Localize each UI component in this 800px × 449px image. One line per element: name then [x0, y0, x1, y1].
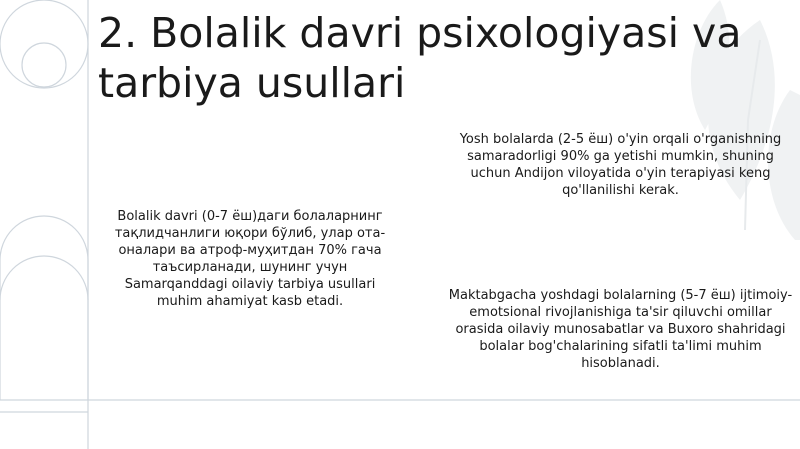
slide-title: 2. Bolalik davri psixologiyasi va tarbiya usullari: [98, 9, 742, 107]
text-block-childhood: Bolalik davri (0-7 ёш)даги болаларнинг тақлидчанлиги юқори бўлиб, улар ота-оналари ва атроф-муҳитдан 70% гача таъсирланади, шунинг учун Samarqanddagi oilaviy tarbiya usullari muhim ahamiyat kasb etadi.: [114, 209, 386, 309]
text-block-play-learning: Yosh bolalarda (2-5 ёш) o'yin orqali o'rganishning samaradorligi 90% ga yetishi mumkin, shuning uchun Andijon viloyatida o'yin terapiyasi keng qo'llanilishi kerak.: [459, 132, 782, 198]
text-block-preschool: Maktabgacha yoshdagi bolalarning (5-7 ёш) ijtimoiy-emotsional rivojlanishiga ta'sir qiluvchi omillar orasida oilaviy munosabatlar va Buxoro shahridagi bolalar bog'chalarining sifatli ta'limi muhim hisoblanadi.: [448, 288, 793, 371]
deco-arch-upper: [0, 216, 88, 300]
deco-arch-lower: [0, 256, 88, 400]
deco-circle-small: [22, 43, 66, 87]
deco-circle-large: [0, 0, 88, 88]
